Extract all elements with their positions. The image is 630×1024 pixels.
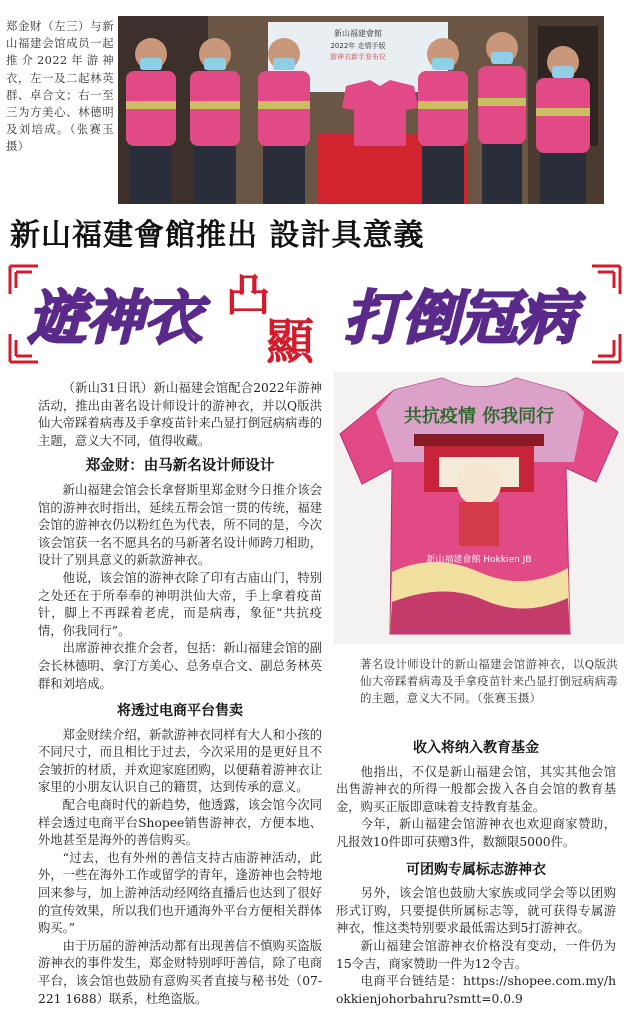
section3-para-1: 他指出，不仅是新山福建会馆，其实其他会馆出售游神衣的所得一般都会拨入各自会馆的教育基金，购买正版即意味着支持教育基金。 [336, 764, 616, 814]
section2-para-3: “过去，也有外州的善信支持古庙游神活动，此外，一些在海外工作或留学的青年，逢游神也会特地回来参与，加上游神活动经网络直播后也达到了很好的宣传效果，所以我们也开通海外平台方便相关群体购买。” [38, 850, 322, 936]
section4-para-2: 新山福建会馆游神衣价格没有变动，一件仍为15令吉，商家赞助一件为12令吉。 [336, 938, 616, 971]
section1-para-2: 他说，该会馆的游神衣除了印有古庙山门，特别之处还在于所奉奉的神明洪仙大帝，手上拿着疫苗针，脚上不再踩着老虎，而是病毒，象征“共抗疫情，你我同行”。 [38, 570, 322, 638]
right-column [336, 740, 616, 1008]
section4-para-1: 另外，该会馆也鼓励大家族或同学会等以团购形式订购，只要提供所属标志等，就可获得专属游神衣，惟这类特别要求最低需达到5打游神衣。 [336, 886, 616, 936]
screen-text-3: 游神衣新手发布仪 [330, 53, 386, 61]
top-photo-caption: 郑金财（左三）与新山福建会馆成员一起推介2022年游神衣，左一及二起林英群、卓合文；右一至三为方美心、林德明及刘培成。（张赛玉摄） [6, 19, 114, 154]
section3-heading: 收入将纳入教育基金 [413, 740, 539, 756]
banner-part3: 顯 [266, 314, 315, 370]
section1-para-1: 新山福建会馆会长拿督斯里郑金财今日推介该会馆的游神衣时指出，延续五帮会馆一贯的传统，福建会馆的游神衣仍以粉红色为代表，所不同的是，今次该会馆获一名不愿具名的马新著名设计师跨刀相助，设计了别具意义的新款游神衣。 [38, 482, 322, 568]
section2-para-2: 配合电商时代的新趋势，他透露，该会馆今次同样会透过电商平台Shopee销售游神衣，方便本地、外地甚至是海外的善信购买。 [38, 798, 322, 848]
lead-paragraph: （新山31日讯）新山福建会馆配合2022年游神活动，推出由著名设计师设计的游神衣，并以Q版洪仙大帝踩着病毒及手拿疫苗针来凸显打倒冠病病毒的主题，意义大不同，值得收藏。 [38, 381, 322, 448]
shirt-print-logo: 新山福建會館 Hokkien JB [426, 555, 532, 565]
section4-heading: 可团购专属标志游神衣 [406, 861, 546, 878]
shirt-photo [334, 372, 624, 644]
headline: 新山福建會館推出 設計具意義 [10, 218, 425, 253]
section2-para-1: 郑金财续介绍，新款游神衣同样有大人和小孩的不同尺寸，而且相比于过去，今次采用的是更好且不会皱折的材质，并欢迎家庭团购，以便藉着游神衣让家里的小朋友认识自己的籍贯，达到传承的意义。 [38, 727, 322, 795]
screen-text-2: 2022年 走情手版 [330, 42, 386, 50]
section1-heading: 郑金财：由马新名设计师设计 [85, 458, 275, 475]
section2-heading: 将透过电商平台售卖 [117, 703, 243, 720]
section1-para-3: 出席游神衣推介会者，包括：新山福建会馆的副会长林德明、拿汀方美心、总务卓合文、副总务林英群和刘培成。 [38, 641, 322, 691]
banner-title [4, 258, 626, 370]
screen-text-1: 新山福建會館 [334, 29, 382, 38]
section3-para-2: 今年，新山福建会馆游神衣也欢迎商家赞助，凡报效10件即可获赠3件，数额限5000件。 [336, 817, 616, 849]
section4-para-3: 电商平台链结是：https://shopee.com.my/hokkienjohorbahru?smtt=0.0.9 [336, 974, 616, 1006]
banner-part2: 凸 [226, 270, 270, 321]
section2-para-4: 由于历届的游神活动都有出现善信不慎购买盗版游神衣的事件发生，郑金财特别呼吁善信，除了电商平台，该会馆也鼓励有意购买者直接与秘书处（07-221 1688）联系，杜绝盗版。 [38, 938, 322, 1006]
banner-part1: 遊神衣 [28, 284, 203, 352]
shirt-photo-caption: 著名设计师设计的新山福建会馆游神衣，以Q版洪仙大帝踩着病毒及手拿疫苗针来凸显打倒冠病病毒的主题，意义大不同。（张赛玉摄） [360, 657, 618, 705]
shirt-print-title: 共抗疫情 你我同行 [403, 406, 555, 427]
banner-part4: 打倒冠病 [344, 284, 577, 352]
left-column [38, 380, 322, 1008]
top-photo [118, 16, 604, 204]
